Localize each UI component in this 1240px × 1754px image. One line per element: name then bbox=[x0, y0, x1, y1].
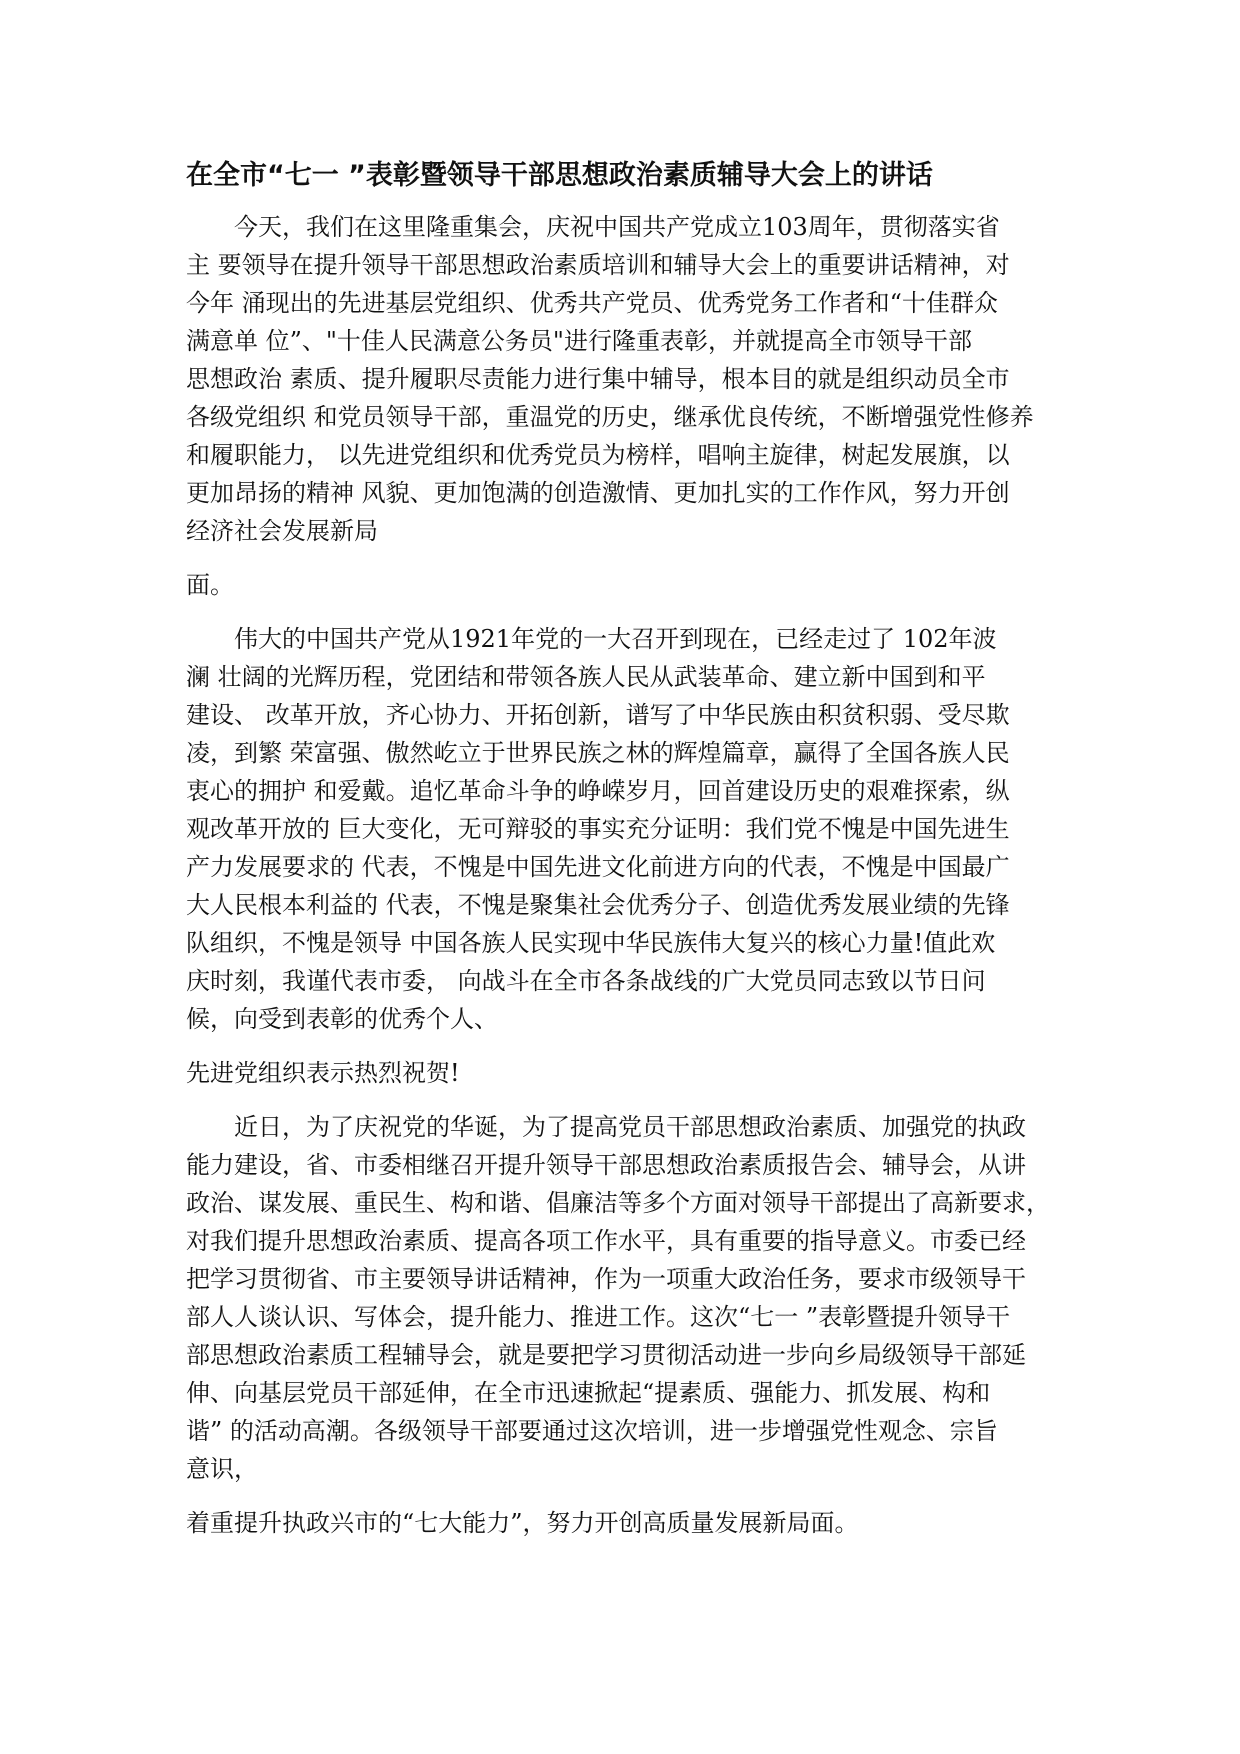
paragraph-1-line-3: 今年 涌现出的先进基层党组织、优秀共产党员、优秀党务工作者和“十佳群众 bbox=[186, 289, 998, 317]
paragraph-3-line-7: 产力发展要求的 代表，不愧是中国先进文化前进方向的代表，不愧是中国最广 bbox=[186, 853, 1010, 881]
paragraph-1-line-1: 今天，我们在这里隆重集会，庆祝中国共产党成立103周年，贯彻落实省 bbox=[234, 213, 1000, 241]
paragraph-3-line-1: 伟大的中国共产党从1921年党的一大召开到现在，已经走过了 102年波 bbox=[234, 625, 997, 653]
paragraph-5-line-3: 政治、谋发展、重民生、构和谐、倡廉洁等多个方面对领导干部提出了高新要求， bbox=[186, 1189, 1050, 1217]
paragraph-5-line-1: 近日，为了庆祝党的华诞，为了提高党员干部思想政治素质、加强党的执政 bbox=[234, 1113, 1026, 1141]
paragraph-3-line-11: 候，向受到表彰的优秀个人、 bbox=[186, 1005, 498, 1033]
paragraph-5-line-6: 部人人谈认识、写体会，提升能力、推进工作。这次“七一 ”表彰暨提升领导干 bbox=[186, 1303, 1011, 1331]
paragraph-1-line-6: 各级党组织 和党员领导干部，重温党的历史，继承优良传统，不断增强党性修养 bbox=[186, 403, 1034, 431]
paragraph-3-line-2: 澜 壮阔的光辉历程，党团结和带领各族人民从武装革命、建立新中国到和平 bbox=[186, 663, 986, 691]
paragraph-1-line-2: 主 要领导在提升领导干部思想政治素质培训和辅导大会上的重要讲话精神，对 bbox=[186, 251, 1010, 279]
paragraph-3-line-9: 队组织，不愧是领导 中国各族人民实现中华民族伟大复兴的核心力量!值此欢 bbox=[186, 929, 996, 957]
paragraph-5-line-2: 能力建设，省、市委相继召开提升领导干部思想政治素质报告会、辅导会，从讲 bbox=[186, 1151, 1026, 1179]
document-title: 在全市“七一 ”表彰暨领导干部思想政治素质辅导大会上的讲话 bbox=[186, 160, 933, 191]
paragraph-5-line-10: 意识， bbox=[186, 1455, 258, 1483]
paragraph-5-line-4: 对我们提升思想政治素质、提高各项工作水平，具有重要的指导意义。市委已经 bbox=[186, 1227, 1026, 1255]
paragraph-3-line-8: 大人民根本利益的 代表，不愧是聚集社会优秀分子、创造优秀发展业绩的先锋 bbox=[186, 891, 1010, 919]
paragraph-1-line-9: 经济社会发展新局 bbox=[186, 517, 378, 545]
paragraph-3-line-6: 观改革开放的 巨大变化，无可辩驳的事实充分证明：我们党不愧是中国先进生 bbox=[186, 815, 1010, 843]
paragraph-3-line-10: 庆时刻，我谨代表市委， 向战斗在全市各条战线的广大党员同志致以节日问 bbox=[186, 967, 986, 995]
paragraph-1-line-7: 和履职能力， 以先进党组织和优秀党员为榜样，唱响主旋律，树起发展旗，以 bbox=[186, 441, 1010, 469]
paragraph-6-line-1: 着重提升执政兴市的“七大能力”，努力开创高质量发展新局面。 bbox=[186, 1509, 859, 1537]
paragraph-4-line-1: 先进党组织表示热烈祝贺! bbox=[186, 1059, 460, 1087]
paragraph-1-line-4: 满意单 位”、"十佳人民满意公务员"进行隆重表彰，并就提高全市领导干部 bbox=[186, 327, 972, 355]
paragraph-3-line-3: 建设、 改革开放，齐心协力、开拓创新，谱写了中华民族由积贫积弱、受尽欺 bbox=[186, 701, 1010, 729]
paragraph-1-line-5: 思想政治 素质、提升履职尽责能力进行集中辅导，根本目的就是组织动员全市 bbox=[186, 365, 1010, 393]
paragraph-5-line-7: 部思想政治素质工程辅导会，就是要把学习贯彻活动进一步向乡局级领导干部延 bbox=[186, 1341, 1026, 1369]
paragraph-5-line-8: 伸、向基层党员干部延伸，在全市迅速掀起“提素质、强能力、抓发展、构和 bbox=[186, 1379, 991, 1407]
paragraph-5-line-5: 把学习贯彻省、市主要领导讲话精神，作为一项重大政治任务，要求市级领导干 bbox=[186, 1265, 1026, 1293]
paragraph-1-line-8: 更加昂扬的精神 风貌、更加饱满的创造激情、更加扎实的工作作风，努力开创 bbox=[186, 479, 1010, 507]
paragraph-2-line-1: 面。 bbox=[186, 571, 234, 599]
paragraph-5-line-9: 谐” 的活动高潮。各级领导干部要通过这次培训，进一步增强党性观念、宗旨 bbox=[186, 1417, 998, 1445]
paragraph-3-line-4: 凌，到繁 荣富强、傲然屹立于世界民族之林的辉煌篇章，赢得了全国各族人民 bbox=[186, 739, 1010, 767]
paragraph-3-line-5: 衷心的拥护 和爱戴。追忆革命斗争的峥嵘岁月，回首建设历史的艰难探索，纵 bbox=[186, 777, 1010, 805]
